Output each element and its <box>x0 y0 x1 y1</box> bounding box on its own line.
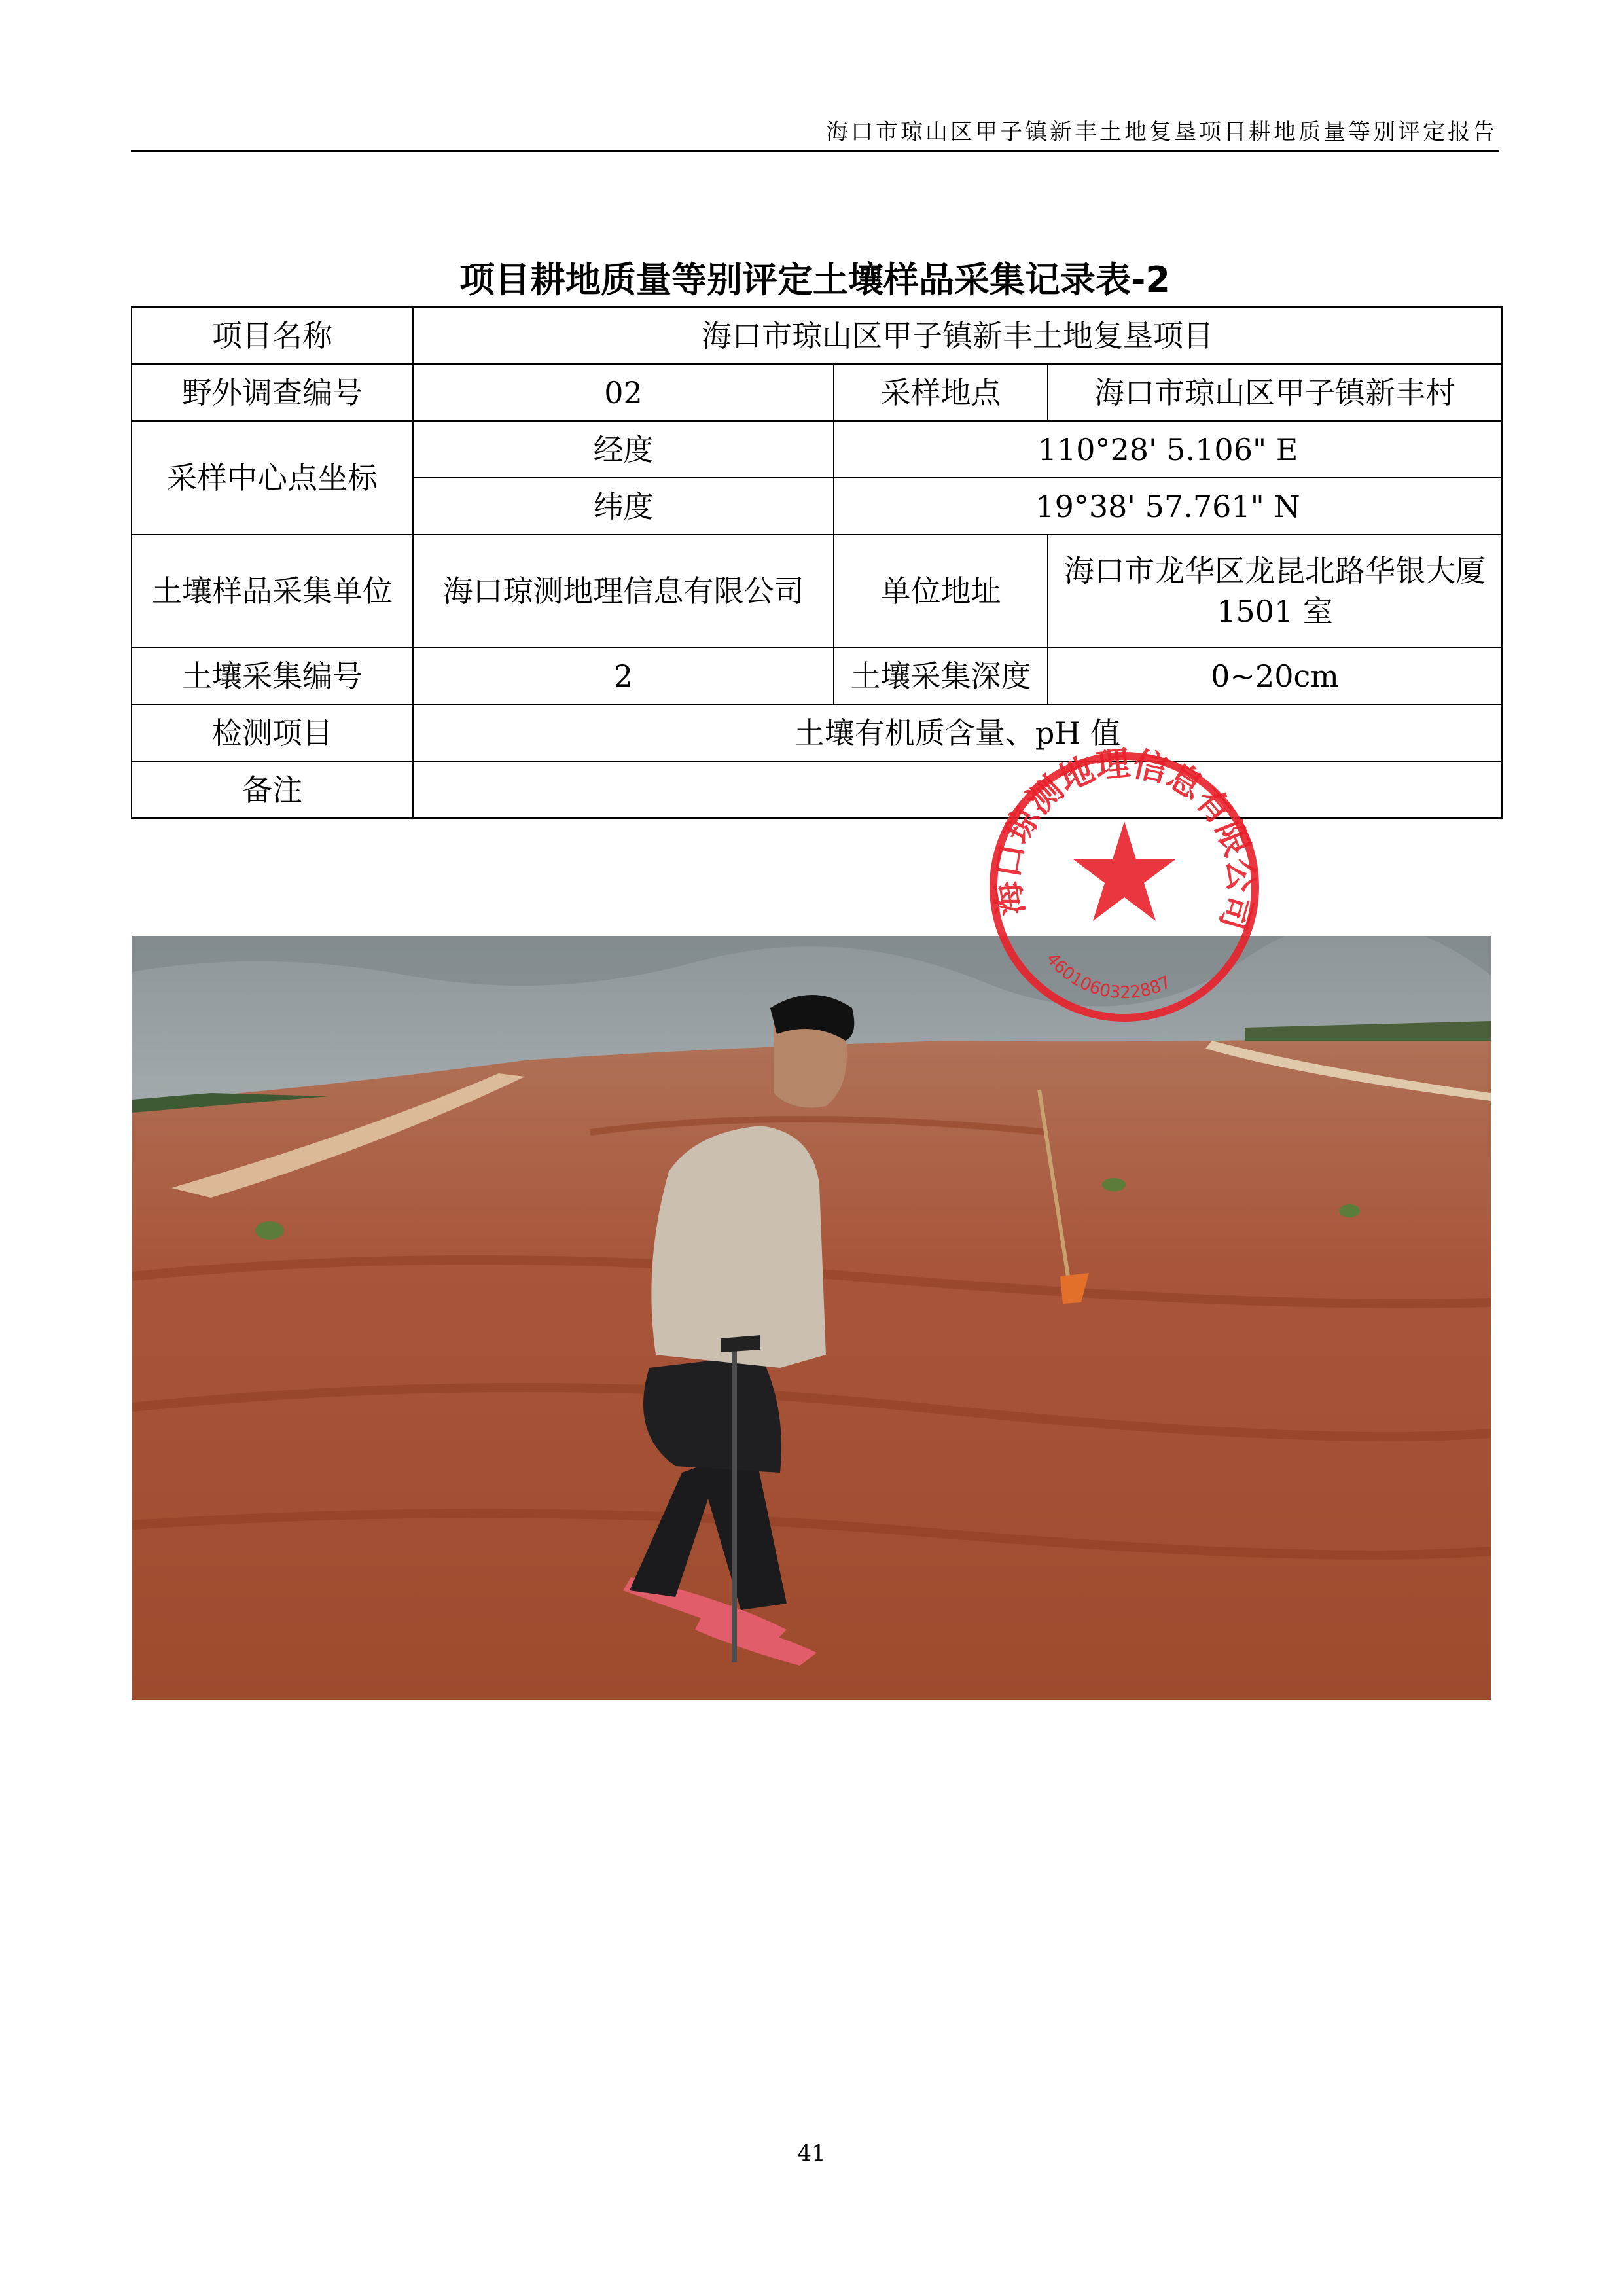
location-value: 海口市琼山区甲子镇新丰村 <box>1048 364 1502 421</box>
project-name-label: 项目名称 <box>132 307 413 364</box>
seal-text: 海口琼测地理信息有限公司 <box>988 744 1260 935</box>
depth-label: 土壤采集深度 <box>834 647 1048 704</box>
sample-no-label: 土壤采集编号 <box>132 647 413 704</box>
depth-value: 0~20cm <box>1048 647 1502 704</box>
page-header <box>131 105 1499 152</box>
company-seal <box>980 743 1268 1031</box>
test-items-value: 土壤有机质含量、pH 值 <box>413 704 1502 761</box>
table-row <box>132 761 1502 818</box>
field-sampling-photo <box>132 936 1491 1700</box>
table-row <box>132 364 1502 421</box>
location-label: 采样地点 <box>834 364 1048 421</box>
latitude-label: 纬度 <box>413 478 834 535</box>
longitude-value: 110°28' 5.106" E <box>834 421 1502 478</box>
table-row <box>132 307 1502 364</box>
survey-no-value: 02 <box>413 364 834 421</box>
page-title: 项目耕地质量等别评定土壤样品采集记录表-2 <box>459 259 1170 300</box>
remark-value <box>413 761 1502 818</box>
header-title: 海口市琼山区甲子镇新丰土地复垦项目耕地质量等别评定报告 <box>826 119 1497 145</box>
sample-record-table <box>131 306 1503 819</box>
sampling-unit-value: 海口琼测地理信息有限公司 <box>413 535 834 647</box>
table-row <box>132 535 1502 647</box>
sample-no-value: 2 <box>413 647 834 704</box>
unit-address-value: 海口市龙华区龙昆北路华银大厦 1501 室 <box>1048 535 1502 647</box>
table-row <box>132 647 1502 704</box>
longitude-label: 经度 <box>413 421 834 478</box>
survey-no-label: 野外调查编号 <box>132 364 413 421</box>
table-row <box>132 704 1502 761</box>
seal-number: 4601060322887 <box>1042 949 1175 1003</box>
project-name-value: 海口市琼山区甲子镇新丰土地复垦项目 <box>413 307 1502 364</box>
unit-address-label: 单位地址 <box>834 535 1048 647</box>
sampling-unit-label: 土壤样品采集单位 <box>132 535 413 647</box>
page-number: 41 <box>797 2140 826 2166</box>
remark-label: 备注 <box>132 761 413 818</box>
test-items-label: 检测项目 <box>132 704 413 761</box>
latitude-value: 19°38' 57.761" N <box>834 478 1502 535</box>
table-row <box>132 421 1502 478</box>
center-coord-label: 采样中心点坐标 <box>132 421 413 535</box>
